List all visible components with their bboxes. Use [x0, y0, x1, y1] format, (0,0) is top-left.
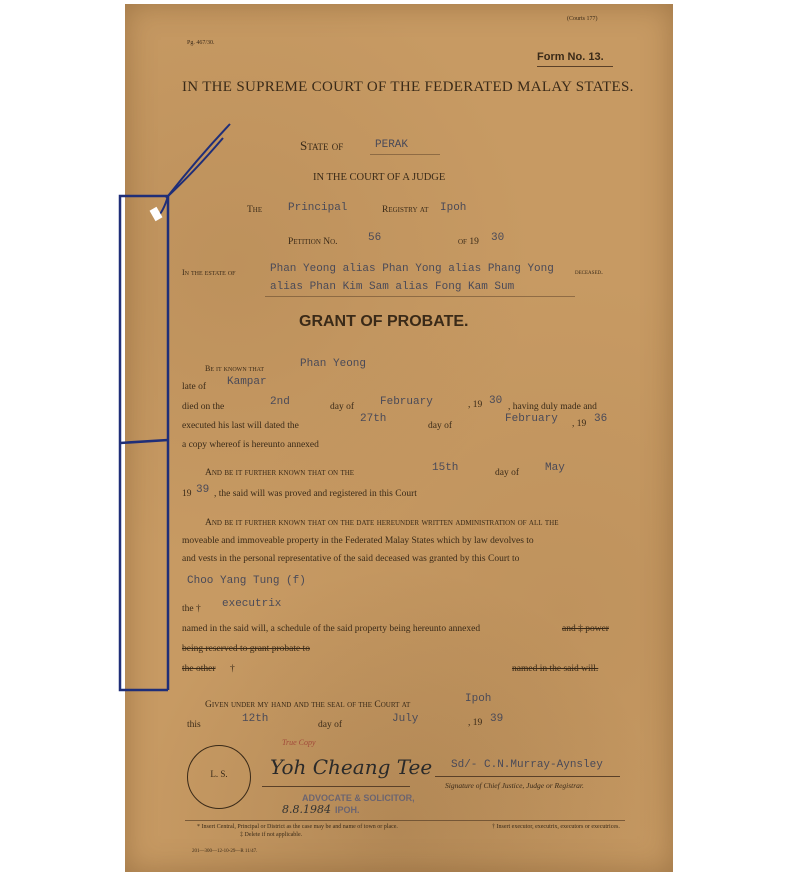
other-dagger: † [230, 664, 235, 674]
proved-day: 15th [432, 462, 459, 474]
admin-line-2: moveable and immoveable property in the Federated Malay States which by law devolves to [182, 536, 534, 546]
handwritten-date: 8.8.1984 [282, 803, 331, 816]
death-year: 30 [489, 395, 503, 407]
signatory-typed-name: Sd/- C.N.Murray-Aynsley [451, 759, 603, 771]
petition-of-label: of 19 [458, 237, 479, 247]
grantee-name: Choo Yang Tung (f) [187, 575, 306, 587]
death-year-prefix: , 19 [468, 400, 483, 410]
death-day: 2nd [270, 396, 290, 408]
form-number-underline [537, 66, 613, 67]
footnote-rule [185, 820, 625, 821]
death-month: February [380, 396, 433, 408]
true-copy-stamp: True Copy [282, 738, 316, 747]
other-struck-text: the other [182, 664, 216, 674]
reserved-struck-text: being reserved to grant probate to [182, 644, 310, 654]
signatory-line [435, 776, 620, 777]
proved-year: 39 [196, 484, 210, 496]
will-year-prefix: , 19 [572, 419, 587, 429]
court-title: IN THE SUPREME COURT OF THE FEDERATED MALAY STATES. [182, 79, 634, 95]
form-number: Form No. 13. [537, 51, 604, 63]
will-year: 36 [594, 413, 608, 425]
reference-right: (Courts 177) [567, 16, 598, 22]
given-year-prefix: , 19 [468, 718, 483, 728]
ipoh-stamp: IPOH. [335, 805, 360, 815]
given-day: 12th [242, 713, 269, 725]
footnote-2: † Insert executor, executrix, executors or executrices. [492, 824, 620, 830]
will-day: 27th [360, 413, 387, 425]
late-of-label: late of [182, 382, 207, 392]
will-day-of-label: day of [428, 421, 453, 431]
petition-number: 56 [368, 232, 382, 244]
given-place: Ipoh [465, 693, 492, 705]
residence-value: Kampar [227, 376, 267, 388]
deceased-short-name: Phan Yeong [300, 358, 367, 370]
registry-label: Registry at [382, 205, 429, 215]
estate-name-line2: alias Phan Kim Sam alias Fong Kam Sum [270, 281, 515, 293]
given-day-of-label: day of [318, 720, 343, 730]
given-this-label: this [187, 720, 201, 730]
given-year: 39 [490, 713, 504, 725]
named-struck-text: and ‡ power [562, 624, 609, 634]
given-prefix: Given under my hand and the seal of the Court at [205, 700, 411, 710]
state-value: PERAK [375, 139, 409, 151]
footnote-1: * Insert Central, Principal or District as the case may be and name of town or place. [197, 824, 398, 830]
registry-type: Principal [288, 202, 348, 214]
printer-reference: 201—300—12-10-29—R 11/47. [192, 849, 258, 854]
estate-prefix: In the estate of [182, 268, 236, 277]
died-on-label: died on the [182, 402, 225, 412]
signatory-caption: Signature of Chief Justice, Judge or Registrar. [445, 781, 584, 790]
named-struck-text-2: named in the said will. [512, 664, 599, 674]
proved-year-prefix: 19 [182, 489, 192, 499]
known-prefix: Be it known that [205, 364, 264, 373]
will-month: February [505, 413, 558, 425]
estate-underline [265, 296, 575, 297]
court-seal [187, 745, 251, 809]
the-label: the † [182, 604, 201, 614]
death-day-of-label: day of [330, 402, 355, 412]
having-made-text: , having duly made and [508, 402, 597, 412]
seal-label: L. S. [210, 769, 228, 779]
handwritten-signature: Yoh Cheang Tee [270, 755, 433, 779]
admin-line-3: and vests in the personal representative of the said deceased was granted by this Court to [182, 554, 520, 564]
given-month: July [392, 713, 419, 725]
proved-text: , the said will was proved and registered in this Court [214, 489, 417, 499]
named-line: named in the said will, a schedule of the said property being hereunto annexed [182, 624, 481, 634]
state-underline [370, 154, 440, 155]
advocate-stamp: ADVOCATE & SOLICITOR, [302, 793, 415, 803]
court-of-judge: IN THE COURT OF A JUDGE [313, 172, 446, 183]
document-title: GRANT OF PROBATE. [299, 313, 469, 330]
footnote-3: ‡ Delete if not applicable. [240, 832, 303, 838]
petition-label: Petition No. [288, 237, 338, 247]
reference-left: Pg. 467/30. [187, 40, 215, 46]
executed-label: executed his last will dated the [182, 421, 299, 431]
grantee-role: executrix [222, 598, 282, 610]
estate-name-line1: Phan Yeong alias Phan Yong alias Phang Yong [270, 263, 554, 275]
registry-place: Ipoh [440, 202, 467, 214]
state-label: State of [300, 138, 344, 153]
estate-suffix: deceased. [575, 268, 603, 276]
proved-month: May [545, 462, 565, 474]
signature-line [262, 786, 410, 787]
proved-day-of-label: day of [495, 468, 520, 478]
further-known-text: And be it further known that on the [205, 468, 355, 478]
admin-line-1: And be it further known that on the date hereunder written administration of all the [205, 518, 559, 528]
petition-year: 30 [491, 232, 505, 244]
registry-prefix: The [247, 205, 263, 215]
annexed-text: a copy whereof is hereunto annexed [182, 440, 319, 450]
